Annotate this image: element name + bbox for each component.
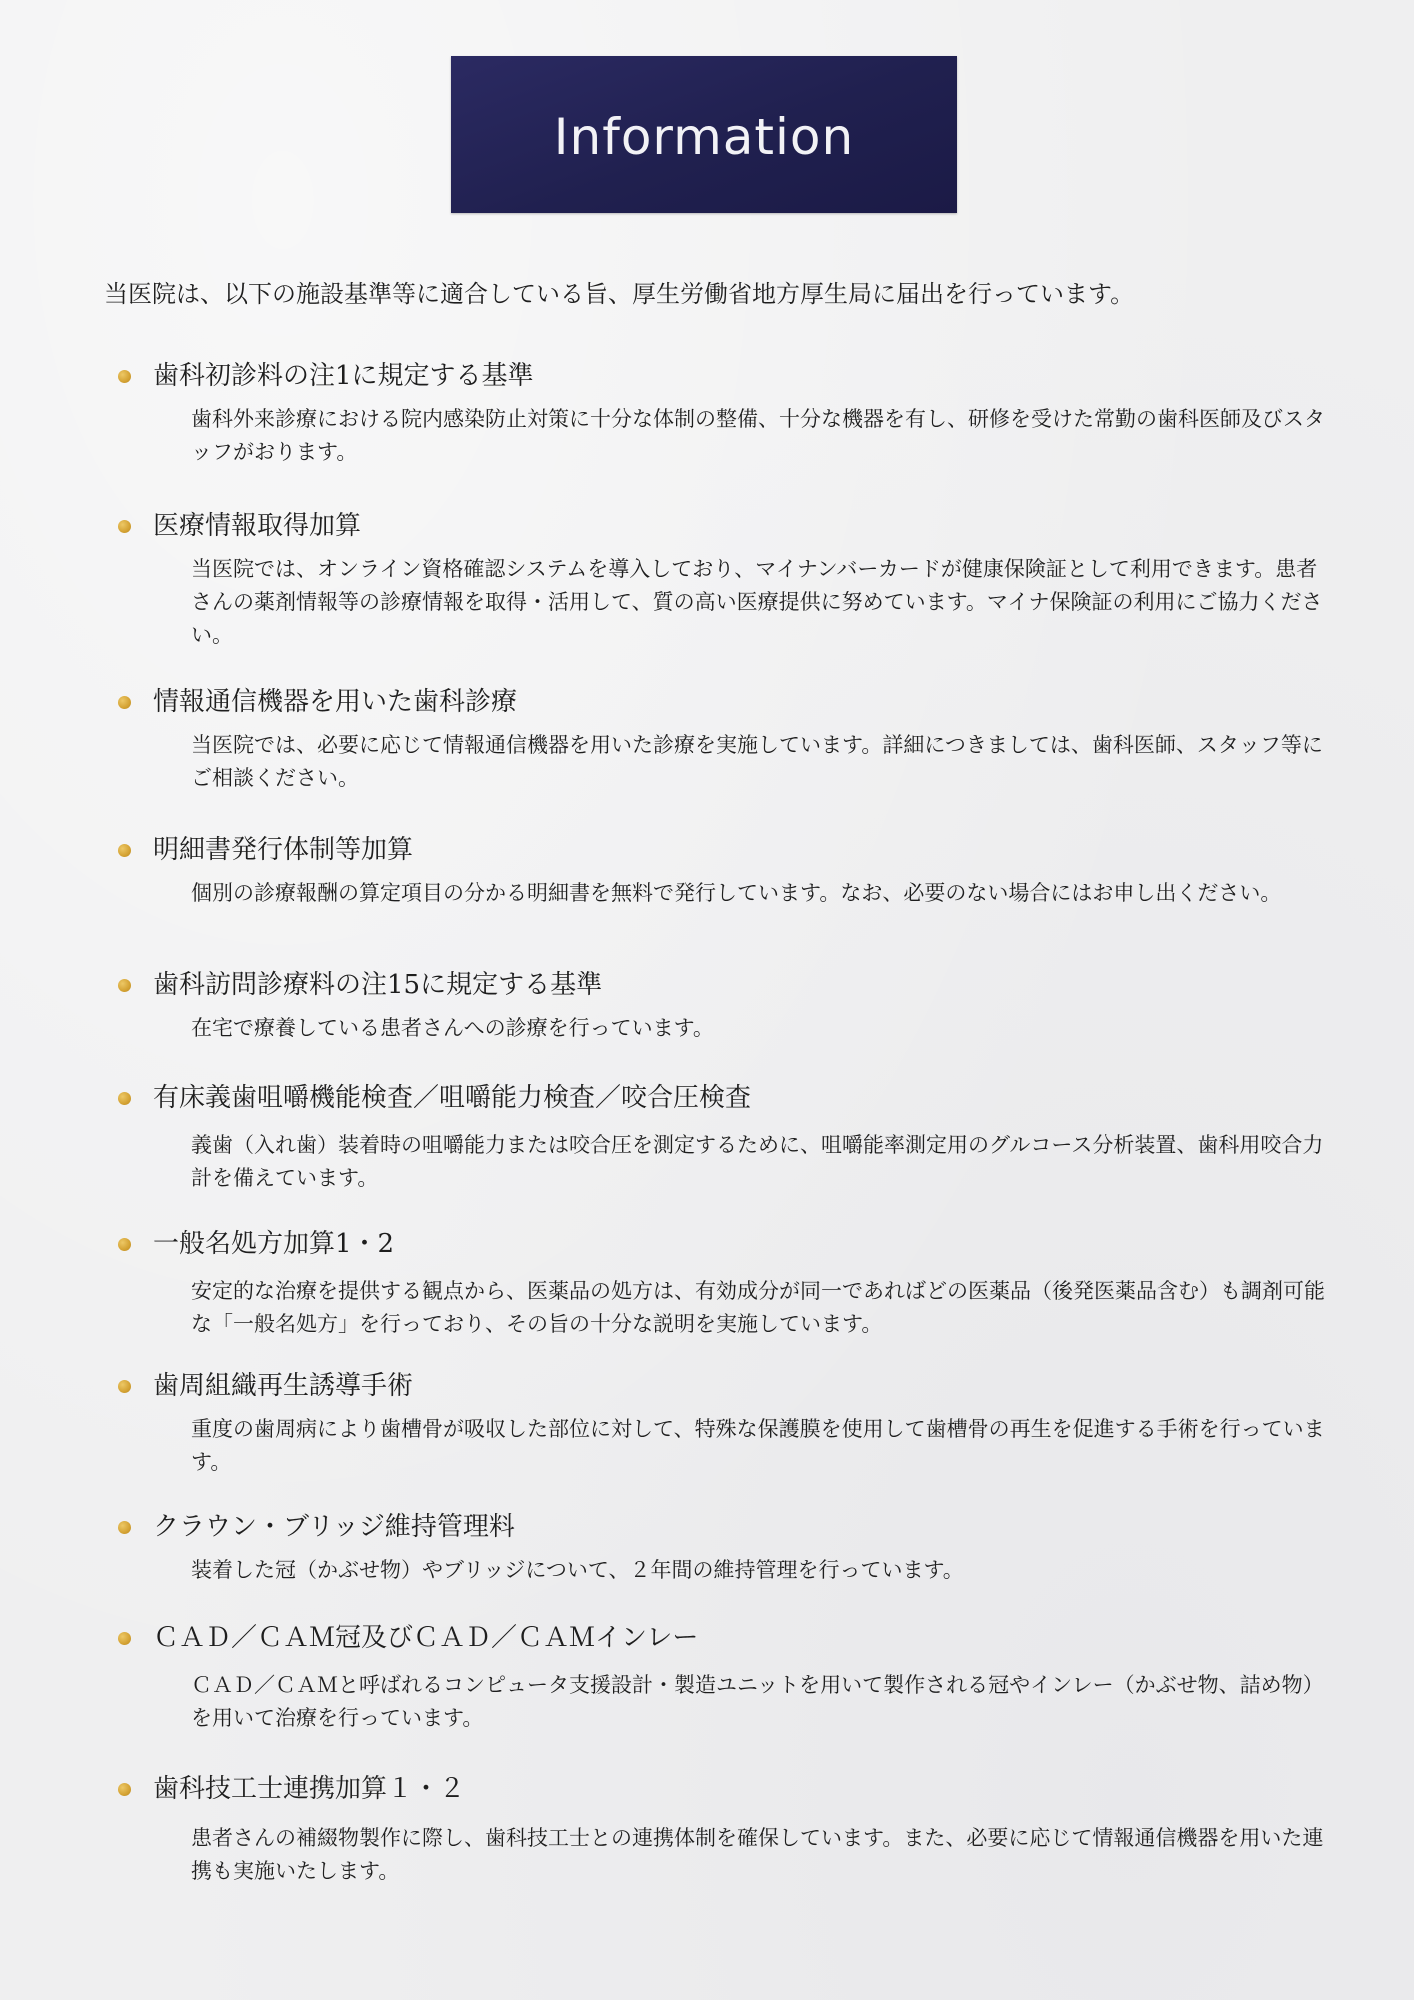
- item-heading: [118, 966, 1328, 1004]
- list-item: [118, 1770, 1328, 1888]
- list-item: [118, 1619, 1328, 1735]
- item-description: 安定的な治療を提供する観点から、医薬品の処方は、有効成分が同一であればどの医薬品（後発医薬品含む）も調剤可能な「一般名処方」を行っており、その旨の十分な説明を実施しています。: [191, 1279, 1325, 1336]
- item-title: 歯周組織再生誘導手術: [153, 1371, 414, 1401]
- item-heading: [118, 831, 1328, 869]
- item-description: 義歯（入れ歯）装着時の咀嚼能力または咬合圧を測定するために、咀嚼能率測定用のグルコース分析装置、歯科用咬合力計を備えています。: [191, 1133, 1324, 1190]
- bullet-icon: [118, 520, 131, 533]
- list-item: [118, 1367, 1328, 1479]
- bullet-icon: [118, 979, 131, 992]
- item-heading: [118, 1079, 1328, 1117]
- bullet-icon: [118, 844, 131, 857]
- item-description: 個別の診療報酬の算定項目の分かる明細書を無料で発行しています。なお、必要のない場合にはお申し出ください。: [191, 881, 1282, 905]
- item-description: 患者さんの補綴物製作に際し、歯科技工士との連携体制を確保しています。また、必要に応じて情報通信機器を用いた連携も実施いたします。: [191, 1826, 1324, 1883]
- item-title: 情報通信機器を用いた歯科診療: [153, 687, 518, 717]
- item-heading: [118, 357, 1328, 395]
- bullet-icon: [118, 1092, 131, 1105]
- list-item: [118, 1508, 1328, 1587]
- item-title: 医療情報取得加算: [153, 511, 362, 541]
- item-title: 歯科技工士連携加算１・２: [153, 1774, 466, 1804]
- item-description: 在宅で療養している患者さんへの診療を行っています。: [191, 1016, 714, 1040]
- item-title: 有床義歯咀嚼機能検査／咀嚼能力検査／咬合圧検査: [153, 1083, 752, 1113]
- item-heading: [118, 507, 1328, 545]
- intro-text: 当医院は、以下の施設基準等に適合している旨、厚生労働省地方厚生局に届出を行っています。: [104, 280, 1135, 308]
- header-title: Information: [553, 107, 855, 166]
- item-title: 歯科初診料の注1に規定する基準: [153, 361, 534, 391]
- item-heading: [118, 1508, 1328, 1546]
- item-description: 装着した冠（かぶせ物）やブリッジについて、２年間の維持管理を行っています。: [191, 1558, 964, 1582]
- list-item: [118, 1079, 1328, 1195]
- bullet-icon: [118, 1238, 131, 1251]
- bullet-icon: [118, 1632, 131, 1645]
- item-description: 当医院では、オンライン資格確認システムを導入しており、マイナンバーカードが健康保険証として利用できます。患者さんの薬剤情報等の診療情報を取得・活用して、質の高い医療提供に努めています。マイナ保険証の利用にご協力ください。: [191, 557, 1323, 647]
- header-plate: [451, 56, 957, 213]
- item-heading: [118, 1770, 1328, 1808]
- item-description: 当医院では、必要に応じて情報通信機器を用いた診療を実施しています。詳細につきましては、歯科医師、スタッフ等にご相談ください。: [191, 733, 1323, 790]
- item-title: 明細書発行体制等加算: [153, 835, 414, 865]
- item-title: 歯科訪問診療料の注15に規定する基準: [153, 970, 603, 1000]
- item-description: 歯科外来診療における院内感染防止対策に十分な体制の整備、十分な機器を有し、研修を受けた常勤の歯科医師及びスタッフがおります。: [191, 407, 1325, 464]
- list-item: [118, 831, 1328, 910]
- bullet-icon: [118, 370, 131, 383]
- item-heading: [118, 1619, 1328, 1657]
- list-item: [118, 683, 1328, 795]
- item-title: クラウン・ブリッジ維持管理料: [153, 1512, 515, 1542]
- item-description: ＣＡＤ／ＣＡＭと呼ばれるコンピュータ支援設計・製造ユニットを用いて製作される冠やインレー（かぶせ物、詰め物）を用いて治療を行っています。: [191, 1673, 1324, 1730]
- bullet-icon: [118, 1521, 131, 1534]
- item-heading: [118, 1225, 1328, 1263]
- bullet-icon: [118, 696, 131, 709]
- list-item: [118, 357, 1328, 469]
- bullet-icon: [118, 1380, 131, 1393]
- item-description: 重度の歯周病により歯槽骨が吸収した部位に対して、特殊な保護膜を使用して歯槽骨の再生を促進する手術を行っています。: [191, 1417, 1325, 1474]
- list-item: [118, 1225, 1328, 1341]
- bullet-icon: [118, 1783, 131, 1796]
- item-title: 一般名処方加算1・2: [153, 1229, 395, 1259]
- item-heading: [118, 683, 1328, 721]
- item-heading: [118, 1367, 1328, 1405]
- list-item: [118, 507, 1328, 652]
- list-item: [118, 966, 1328, 1045]
- item-title: ＣＡＤ／ＣＡＭ冠及びＣＡＤ／ＣＡＭインレー: [153, 1623, 699, 1653]
